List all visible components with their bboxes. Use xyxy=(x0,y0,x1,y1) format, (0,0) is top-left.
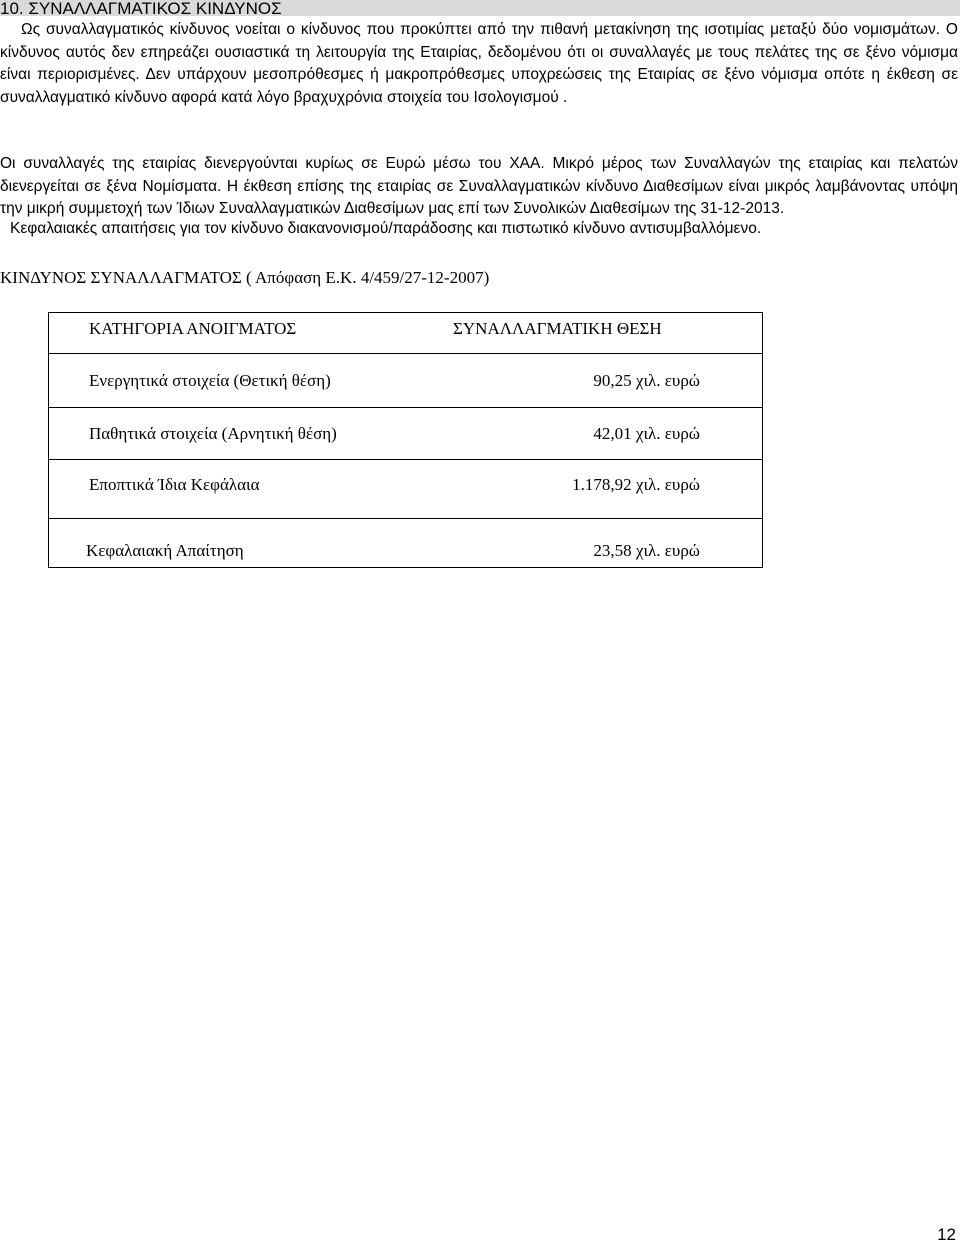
column-header-position: ΣΥΝΑΛΛΑΓΜΑΤΙΚΗ ΘΕΣΗ xyxy=(453,319,662,338)
row-value: 90,25 χιλ. ευρώ xyxy=(593,371,700,390)
column-header-category: ΚΑΤΗΓΟΡΙΑ ΑΝΟΙΓΜΑΤΟΣ xyxy=(89,319,297,338)
row-value: 23,58 χιλ. ευρώ xyxy=(593,541,700,560)
table-divider xyxy=(49,518,762,519)
paragraph-transactions: Οι συναλλαγές της εταιρίας διενεργούνται κυρίως σε Ευρώ μέσω του ΧΑΑ. Μικρό μέρος των Συναλλαγών της εταιρίας και πελατών διενεργείται σε ξένα Νομίσματα. Η έκθεση επίσης της εταιρίας σε Συναλλαγματικών κίνδυνο Διαθεσίμων είναι μικρός λαμβάνοντας υπόψη την μικρή συμμετοχή των Ίδιων Συναλλαγματικών Διαθεσίμων μας επί των Συνολικών Διαθεσίμων της 31-12-2013. xyxy=(0,155,958,217)
table-divider xyxy=(49,353,762,354)
row-value: 42,01 χιλ. ευρώ xyxy=(593,424,700,443)
row-category: Παθητικά στοιχεία (Αρνητική θέση) xyxy=(89,424,337,443)
table-divider xyxy=(49,459,762,460)
table-divider xyxy=(49,407,762,408)
row-category: Εποπτικά Ίδια Κεφάλαια xyxy=(89,475,260,494)
fx-position-table xyxy=(48,312,763,568)
paragraph-capital-requirements: Κεφαλαιακές απαιτήσεις για τον κίνδυνο διακανονισμού/παράδοσης και πιστωτικό κίνδυνο αντισυμβαλλόμενο. xyxy=(10,220,762,237)
section-heading: 10. ΣΥΝΑΛΛΑΓΜΑΤΙΚΟΣ ΚΙΝΔΥΝΟΣ xyxy=(0,0,282,18)
page-number: 12 xyxy=(937,1225,956,1244)
row-category: Ενεργητικά στοιχεία (Θετική θέση) xyxy=(89,371,331,390)
row-category: Κεφαλαιακή Απαίτηση xyxy=(86,541,244,560)
row-value: 1.178,92 χιλ. ευρώ xyxy=(572,475,700,494)
paragraph-fx-risk-definition: Ως συναλλαγματικός κίνδυνος νοείται ο κίνδυνος που προκύπτει από την πιθανή μετακίνηση της ισοτιμίας μεταξύ δύο νομισμάτων. Ο κίνδυνος αυτός δεν επηρεάζει ουσιαστικά τη λειτουργία της Εταιρίας, δεδομένου ότι οι συναλλαγές με τους πελάτες της σε ξένο νόμισμα είναι περιορισμένες. Δεν υπάρχουν μεσοπρόθεσμες ή μακροπρόθεσμες υποχρεώσεις της Εταιρίας σε ξένο νόμισμα οπότε η έκθεση σε συναλλαγματικό κίνδυνο αφορά κατά λόγο βραχυχρόνια στοιχεία του Ισολογισμού . xyxy=(0,21,958,106)
fx-risk-table-title: ΚΙΝΔΥΝΟΣ ΣΥΝΑΛΛΑΓΜΑΤΟΣ ( Απόφαση Ε.Κ. 4/459/27-12-2007) xyxy=(0,268,490,287)
